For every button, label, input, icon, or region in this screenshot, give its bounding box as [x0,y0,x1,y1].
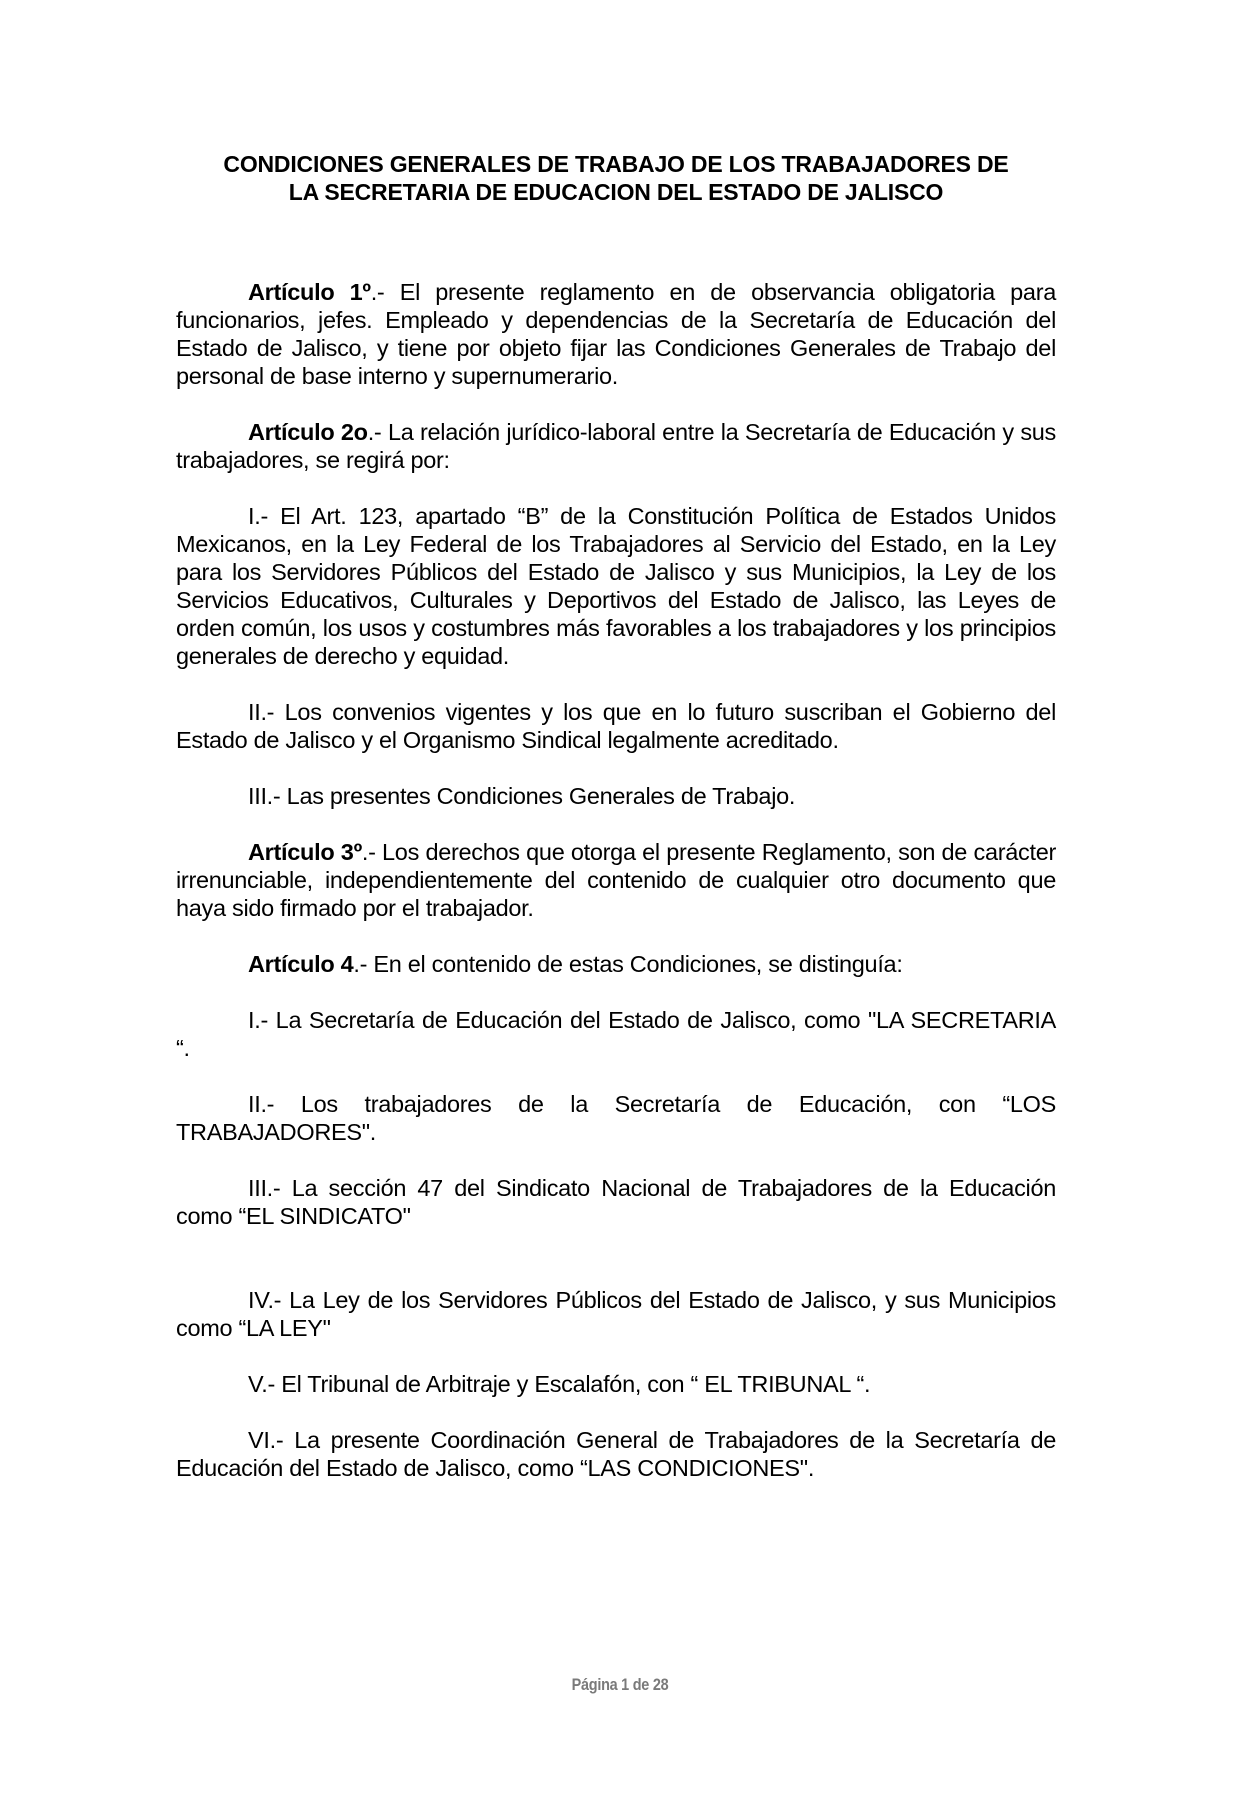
title-line-1: CONDICIONES GENERALES DE TRABAJO DE LOS TRABAJADORES DE [223,151,1009,177]
paragraph-text: I.- El Art. 123, apartado “B” de la Constitución Política de Estados Unidos Mexicanos, en la Ley Federal de los Trabajadores al Servicio del Estado, en la Ley para los Servidores Públicos del Estado de Jalisco y sus Municipios, la Ley de los Servicios Educativos, Culturales y Deportivos del Estado de Jalisco, las Leyes de orden común, los usos y costumbres más favorables a los trabajadores y los principios generales de derecho y equidad. [176,503,1056,669]
article-4-item-iv [176,1286,1056,1342]
paragraph-text: VI.- La presente Coordinación General de Trabajadores de la Secretaría de Educación del Estado de Jalisco, como “LAS CONDICIONES". [176,1427,1056,1481]
article-label: Artículo 2o [248,419,368,445]
article-2-item-i [176,502,1056,670]
paragraph-text: V.- El Tribunal de Arbitraje y Escalafón, con “ EL TRIBUNAL “. [248,1371,871,1397]
title-line-2: LA SECRETARIA DE EDUCACION DEL ESTADO DE JALISCO [288,179,944,205]
article-4-item-i [176,1006,1056,1062]
article-4-paragraph [176,950,1056,978]
article-label: Artículo 3º [248,839,362,865]
article-3-paragraph [176,838,1056,922]
article-2-item-ii [176,698,1056,754]
paragraph-text: .- Los derechos que otorga el presente Reglamento, son de carácter irrenunciable, independientemente del contenido de cualquier otro documento que haya sido firmado por el trabajador. [176,839,1056,921]
paragraph-text: .- El presente reglamento en de observancia obligatoria para funcionarios, jefes. Empleado y dependencias de la Secretaría de Educación del Estado de Jalisco, y tiene por objeto fijar las Condiciones Generales de Trabajo del personal de base interno y supernumerario. [176,279,1056,389]
paragraph-text: IV.- La Ley de los Servidores Públicos del Estado de Jalisco, y sus Municipios como “LA LEY" [176,1287,1056,1341]
article-4-item-v [176,1370,1056,1398]
paragraph-text: II.- Los convenios vigentes y los que en lo futuro suscriban el Gobierno del Estado de Jalisco y el Organismo Sindical legalmente acreditado. [176,699,1056,753]
paragraph-text: III.- Las presentes Condiciones Generales de Trabajo. [248,783,796,809]
article-1-paragraph [176,278,1056,390]
paragraph-text: .- En el contenido de estas Condiciones, se distinguía: [353,951,903,977]
article-4-item-iii [176,1174,1056,1230]
paragraph-text: III.- La sección 47 del Sindicato Nacional de Trabajadores de la Educación como “EL SINDICATO" [176,1175,1056,1229]
paragraph-text: I.- La Secretaría de Educación del Estado de Jalisco, como "LA SECRETARIA “. [176,1007,1056,1061]
paragraph-text: II.- Los trabajadores de la Secretaría de Educación, con “LOS TRABAJADORES". [176,1091,1056,1145]
document-body [176,150,1056,1510]
page-number-footer: Página 1 de 28 [571,1675,669,1694]
article-2-item-iii [176,782,1056,810]
article-4-item-vi [176,1426,1056,1482]
article-2-paragraph [176,418,1056,474]
paragraph-text: .- La relación jurídico-laboral entre la Secretaría de Educación y sus trabajadores, se regirá por: [176,419,1056,473]
document-title [176,150,1056,206]
article-label: Artículo 4 [248,951,354,977]
article-label: Artículo 1º [248,279,371,305]
article-4-item-ii [176,1090,1056,1146]
